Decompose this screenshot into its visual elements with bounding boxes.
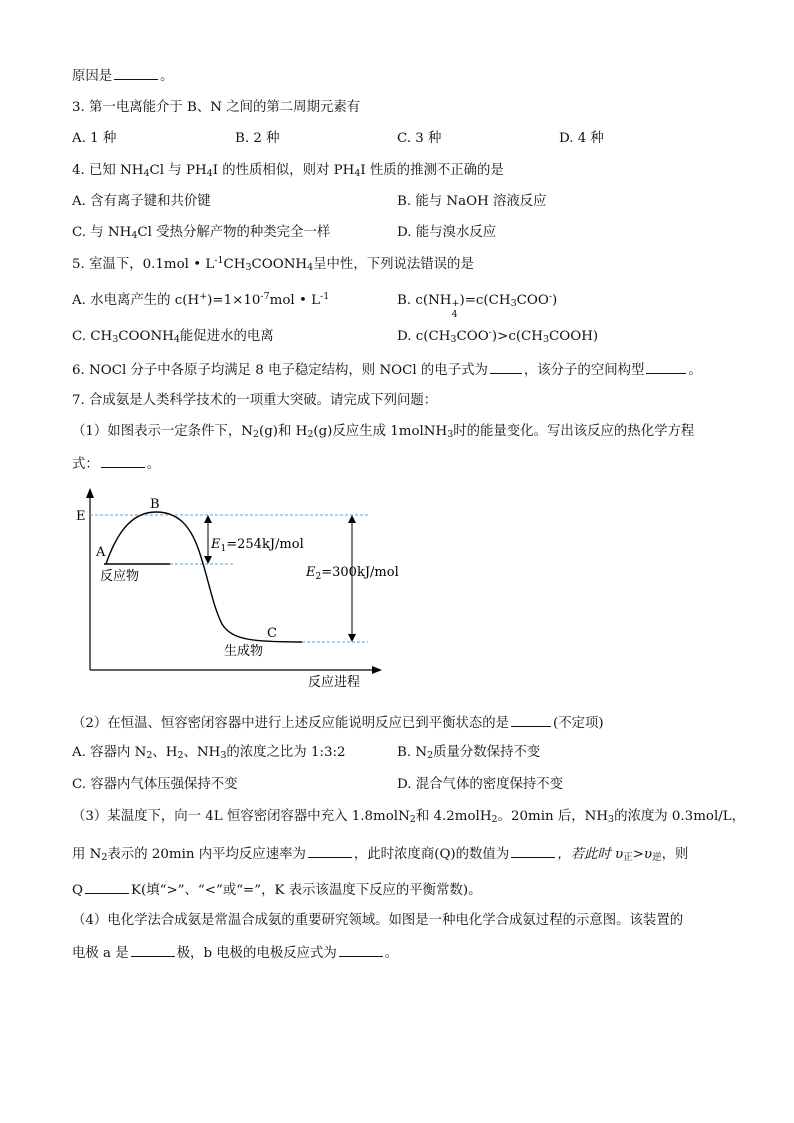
q4-option-c[interactable] (72, 224, 330, 242)
text: COO (456, 329, 489, 344)
text: mol • L (269, 293, 321, 308)
subscript: 2 (177, 750, 184, 761)
text: 6. NOCl 分子中各原子均满足 8 电子稳定结构，则 NOCl 的电子式为 (72, 363, 488, 378)
q3-option-d[interactable]: D. 4 种 (559, 131, 604, 146)
text: 。 (146, 457, 161, 472)
text: 。 (384, 946, 399, 961)
answer-blank[interactable] (101, 454, 145, 468)
text: 时的能量变化。写出该反应的热化学方程 (453, 424, 695, 439)
subscript: 2 (101, 852, 108, 863)
q3-option-a[interactable]: A. 1 种 (72, 131, 117, 146)
text: C. CH (72, 329, 113, 344)
x-axis-label: 反应进程 (308, 675, 361, 690)
q7-part-4-line-2 (72, 943, 398, 963)
answer-blank[interactable] (114, 66, 158, 80)
e2-arrow-up-icon (348, 515, 356, 523)
text: COONH (118, 329, 174, 344)
superscript: -1 (214, 255, 224, 266)
energy-diagram (70, 484, 410, 694)
text: 。 (688, 363, 702, 378)
subscript: 3 (220, 750, 227, 761)
subscript: 2 (491, 814, 498, 825)
subscript: 逆 (652, 852, 662, 863)
text: B. N (397, 745, 428, 760)
subscript: 4 (307, 262, 314, 273)
q4-option-d[interactable]: D. 能与溴水反应 (397, 225, 497, 240)
subscript: 2 (307, 429, 314, 440)
text: (g)反应生成 1molNH (313, 424, 448, 439)
q7-2-option-c[interactable]: C. 容器内气体压强保持不变 (72, 777, 238, 792)
answer-blank[interactable] (339, 943, 383, 957)
text: I 性质的推测不正确的是 (360, 163, 504, 178)
answer-blank[interactable] (511, 713, 551, 727)
superscript: + (451, 298, 460, 309)
product-label: 生成物 (224, 644, 264, 659)
e2-arrow-down-icon (348, 634, 356, 642)
q4-option-a[interactable]: A. 含有离子键和共价键 (72, 194, 211, 209)
text: COOH) (549, 329, 599, 344)
answer-line-reason (72, 66, 174, 86)
text: 能促进水的电离 (179, 329, 274, 344)
answer-blank[interactable] (511, 844, 555, 858)
y-axis-arrow-icon (86, 488, 94, 498)
subscript: 正 (623, 852, 633, 863)
text: 质量分数保持不变 (433, 745, 541, 760)
subscript: 4 (143, 168, 150, 179)
point-b-label: B (150, 497, 160, 512)
answer-blank[interactable] (490, 360, 522, 374)
q7-part-3 (72, 808, 745, 826)
text: )>c(CH (491, 329, 543, 344)
superscript: - (488, 327, 492, 338)
text: 呈中性，下列说法错误的是 (313, 257, 474, 272)
text: )=c(CH (459, 293, 511, 308)
text: A. 水电离产生的 c(H (72, 293, 200, 308)
text: 和 4.2molH (415, 809, 492, 824)
q7-2-option-a[interactable] (72, 744, 346, 762)
text: 。20min 后，NH (497, 809, 609, 824)
text: >υ (632, 847, 653, 862)
text: I 的性质相似，则对 PH (212, 163, 355, 178)
text: （3）某温度下，向一 4L 恒容密闭容器中充入 1.8molN (72, 809, 410, 824)
text: 用 N (72, 847, 102, 862)
q3-option-b[interactable]: B. 2 种 (235, 131, 280, 146)
answer-blank[interactable] (131, 943, 175, 957)
q7-part-2 (72, 713, 604, 733)
question-3: 3. 第一电离能介于 B、N 之间的第二周期元素有 (72, 100, 361, 115)
text: 原因是 (72, 69, 113, 84)
q7-part-3-line-2 (72, 844, 688, 864)
subscript: 4 (451, 309, 458, 320)
text: )=1×10 (207, 293, 261, 308)
text: （1）如图表示一定条件下，N (72, 424, 253, 439)
subscript: 4 (173, 334, 180, 345)
q7-2-option-b[interactable] (397, 744, 540, 762)
text: Q (72, 883, 83, 898)
e1-arrow-up-icon (204, 515, 212, 523)
text: CH (223, 257, 246, 272)
q5-option-a[interactable] (72, 292, 329, 310)
text: ，若此时 υ (557, 847, 624, 862)
answer-blank[interactable] (85, 880, 129, 894)
question-6 (72, 360, 702, 380)
q5-option-c[interactable] (72, 328, 274, 346)
text: COONH (251, 257, 308, 272)
e2-label: $E_2=300kJ$/mol (306, 565, 399, 582)
q7-part-3-line-3 (72, 880, 481, 900)
text: 、NH (183, 745, 221, 760)
text: (g)和 H (258, 424, 308, 439)
reactant-label: 反应物 (100, 569, 140, 584)
text: B. c(NH (397, 293, 452, 308)
text: 式： (72, 457, 99, 472)
answer-blank[interactable] (646, 360, 686, 374)
text: 4. 已知 NH (72, 163, 144, 178)
subscript: 3 (112, 334, 119, 345)
text: ，此时浓度商(Q)的数值为 (353, 847, 510, 862)
y-axis-label: E (76, 509, 86, 524)
text: 的浓度之比为 1:3:2 (226, 745, 346, 760)
text: K(填“>”、“<”或“=”，K 表示该温度下反应的平衡常数)。 (130, 883, 482, 898)
q3-option-c[interactable]: C. 3 种 (397, 131, 442, 146)
subscript: 2 (252, 429, 259, 440)
text: ) (552, 293, 558, 308)
x-axis-arrow-icon (372, 666, 382, 674)
superscript: -7 (260, 291, 270, 302)
text: ，则 (661, 847, 689, 862)
text: 5. 室温下，0.1mol • L (72, 257, 215, 272)
q5-option-d[interactable] (397, 328, 598, 346)
superscript: + (199, 291, 208, 302)
q7-part-4: （4）电化学法合成氨是常温合成氨的重要研究领域。如图是一种电化学合成氨过程的示意图。该装置的 (72, 913, 684, 928)
text: D. c(CH (397, 329, 451, 344)
superscript: -1 (320, 291, 330, 302)
subscript: 3 (510, 298, 517, 309)
q4-option-b[interactable]: B. 能与 NaOH 溶液反应 (397, 194, 547, 209)
q7-part-1-answer (72, 454, 160, 474)
subscript: 3 (447, 429, 454, 440)
text: 、H (152, 745, 178, 760)
text: 表示的 20min 内平均反应速率为 (107, 847, 306, 862)
subscript: 4 (354, 168, 361, 179)
text: 电极 a 是 (72, 946, 129, 961)
subscript: 2 (427, 750, 434, 761)
question-7: 7. 合成氨是人类科学技术的一项重大突破。请完成下列问题： (72, 393, 438, 408)
text: C. 与 NH (72, 225, 132, 240)
subscript: 3 (608, 814, 615, 825)
point-a-label: A (96, 545, 106, 560)
superscript: - (548, 291, 553, 302)
subscript: 4 (131, 230, 138, 241)
text: 极，b 电极的电极反应式为 (176, 946, 337, 961)
q7-2-option-d[interactable]: D. 混合气体的密度保持不变 (397, 777, 564, 792)
text: (不定项) (553, 716, 604, 731)
q7-part-1 (72, 423, 694, 441)
question-5 (72, 256, 474, 274)
subscript: 4 (206, 168, 213, 179)
text: （2）在恒温、恒容密闭容器中进行上述反应能说明反应已到平衡状态的是 (72, 716, 510, 731)
text: Cl 与 PH (149, 163, 207, 178)
subscript: 3 (245, 262, 252, 273)
subscript: 3 (542, 334, 550, 345)
q5-option-b[interactable] (397, 291, 558, 320)
text: A. 容器内 N (72, 745, 147, 760)
text: 的浓度为 0.3mol/L， (614, 809, 746, 824)
question-4 (72, 162, 504, 180)
answer-blank[interactable] (308, 844, 352, 858)
subscript: 2 (146, 750, 153, 761)
text: COO (516, 293, 549, 308)
point-c-label: C (267, 626, 277, 641)
e1-label: $E_1=254kJ$/mol (211, 537, 304, 554)
subscript: 2 (409, 814, 416, 825)
text: ，该分子的空间构型 (523, 363, 645, 378)
text: 。 (160, 69, 174, 84)
subscript: 3 (450, 334, 457, 345)
e1-arrow-down-icon (204, 556, 212, 564)
text: Cl 受热分解产物的种类完全一样 (137, 225, 331, 240)
